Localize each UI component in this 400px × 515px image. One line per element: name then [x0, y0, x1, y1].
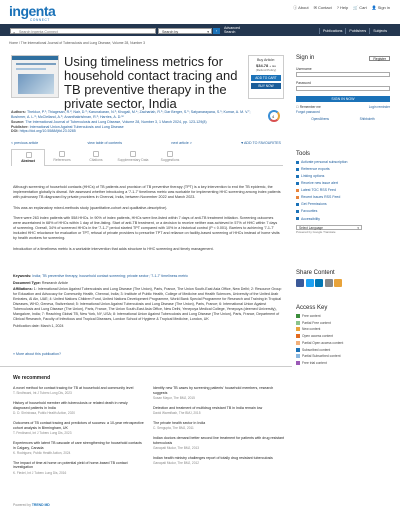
tools-title: Tools — [296, 151, 311, 157]
buy-label: Buy Article: — [257, 58, 275, 62]
access-key-item — [296, 334, 390, 338]
language-select[interactable] — [296, 225, 362, 230]
access-key-item — [296, 327, 390, 331]
tab-suggestions[interactable] — [153, 149, 187, 166]
login-reminder-link[interactable]: Login reminder — [368, 105, 390, 109]
pubdate-label: Publication date: — [13, 323, 41, 328]
rss-icon — [296, 189, 299, 192]
tool-reference-exports[interactable] — [296, 167, 390, 171]
chevron-down-icon: ▾ — [207, 29, 209, 34]
tab-references[interactable] — [45, 149, 79, 166]
recommend-item-source: Ganapati Mudur, The BMJ, 2012 — [153, 461, 200, 466]
tools-panel — [296, 151, 390, 235]
abstract-paragraph: Although screening of household contacts (HHCs) of TB patients and provision of TB preventive therapy (TPT) is a key intervention to end the TB epidemic, the implementation globally is dismal. We assessed whether introducing a '7-1-7' timeliness metric was workable for implementing HHC screening among index patients with pulmonary TB diagnosed by private providers in Chennai, India, between November 2022 and March 2023. — [13, 185, 281, 200]
about-label: About — [298, 5, 309, 10]
main-nav — [319, 28, 390, 34]
share-more-icon[interactable] — [334, 279, 342, 287]
access-key-label: Partial Subscribed content — [302, 354, 341, 359]
tool-label: Recent Issues RSS Feed — [301, 195, 341, 200]
cover-picture — [18, 74, 54, 94]
recommend-item[interactable] — [153, 436, 285, 450]
trendmd-credit[interactable] — [13, 503, 50, 507]
breadcrumb[interactable]: Home / The International Journal of Tuberculosis and Lung Disease, Volume 28, Number 3 — [9, 41, 146, 45]
google-translate-credit: Powered by Google Translate — [296, 229, 336, 234]
email-share-icon[interactable] — [325, 279, 333, 287]
cover-line — [16, 63, 56, 65]
help-icon: ? — [336, 5, 339, 10]
article-metadata — [11, 110, 265, 134]
linkedin-icon[interactable] — [315, 279, 323, 287]
lightbulb-icon — [167, 151, 173, 157]
favourites-label: ADD TO FAVOURITES — [244, 141, 281, 145]
recommend-item-source: T. Ferdinand, Int J Tuberc Lung Dis, 2023 — [13, 430, 72, 435]
recommend-item-title: Outcomes of TB contact tracing and predictors of success: a 10-year retrospective cohort analysis in Birmingham, UK — [13, 421, 144, 430]
remember-label: Remember me — [299, 105, 321, 109]
recommend-item-title: Indian doctors demand better second line treatment for patients with drug resistant tuberculosis — [153, 436, 285, 445]
tool-get-permissions[interactable] — [296, 202, 390, 206]
next-article-link[interactable]: next article > — [171, 141, 192, 145]
signin-link[interactable] — [372, 5, 390, 10]
tool-label: Favourites — [301, 209, 318, 214]
list-icon — [59, 151, 65, 157]
tool-label: Receive new issue alert — [301, 181, 338, 186]
refund-policy-link[interactable]: (Refund Policy) — [255, 68, 277, 73]
language-label: Select Language — [299, 225, 323, 230]
recommend-item[interactable] — [13, 461, 145, 475]
free-content-icon — [296, 314, 300, 318]
register-button[interactable]: Register — [369, 56, 390, 61]
partial-subscribed-icon — [296, 354, 300, 358]
recommend-item-title: A novel method for contact tracing for TB at household and community level — [13, 386, 134, 390]
open-access-icon — [296, 334, 300, 338]
altmetric-score: 4 — [272, 113, 275, 119]
publisher-label: Publisher: — [11, 124, 30, 129]
signin-button[interactable]: SIGN IN NOW — [296, 96, 390, 102]
tab-abstract[interactable] — [11, 149, 45, 166]
chevron-down-icon: ▾ — [357, 225, 359, 230]
tool-accessibility[interactable] — [296, 217, 390, 221]
toc-link[interactable]: view table of contents — [87, 141, 123, 145]
source-label: Source: — [11, 119, 26, 124]
search-by-select[interactable] — [158, 28, 212, 34]
recommend-column-left — [13, 386, 145, 481]
signin-panel — [296, 55, 390, 121]
tool-latest-toc-rss[interactable] — [296, 188, 390, 192]
recommend-column-right — [153, 386, 285, 481]
tool-linking-options[interactable] — [296, 174, 390, 178]
access-key-label: Subscribed content — [302, 347, 331, 352]
price-tax: + tax — [269, 64, 276, 69]
buy-article-box — [248, 55, 284, 99]
new-content-icon — [296, 327, 300, 331]
info-icon: ⓘ — [293, 5, 298, 10]
cart-label: Cart — [359, 5, 367, 10]
mail-icon: ✉ — [313, 5, 317, 10]
search-input[interactable] — [10, 28, 156, 34]
recommend-item-source: Susan Mayor, The BMJ, 2015 — [153, 395, 195, 400]
ingenta-logo[interactable] — [9, 3, 69, 21]
keywords-links[interactable]: India; TB preventive therapy; household contact screening; private sector; '7-1-7' timeliness metric — [32, 274, 189, 278]
access-key-item — [296, 321, 390, 325]
recommend-item[interactable] — [13, 441, 145, 455]
recommend-item-source: C. Sengupta, The BMJ, 2011 — [153, 426, 194, 431]
trendmd-logo: TREND MD — [31, 503, 50, 507]
nav-publishers[interactable]: Publishers — [345, 28, 369, 34]
search-by-label: Search by — [162, 29, 179, 34]
altmetric-badge[interactable] — [268, 110, 280, 122]
export-icon — [296, 168, 299, 171]
recommend-item[interactable] — [13, 401, 145, 415]
twitter-icon[interactable] — [306, 279, 314, 287]
recommend-item-source: David Warmflash, The BMJ, 2015 — [153, 411, 201, 416]
access-key-label: Partial Open access content — [302, 340, 344, 345]
tab-label: Abstract — [21, 159, 35, 163]
tool-label: Linking options — [301, 174, 325, 179]
tool-label: Get Permissions — [301, 202, 327, 207]
access-key-item — [296, 314, 390, 318]
tab-label: Supplementary Data — [117, 158, 149, 162]
access-key-item — [296, 354, 390, 358]
cart-icon: 🛒 — [353, 5, 359, 10]
search-icon: ⌕ — [13, 29, 16, 35]
buy-now-button[interactable]: BUY NOW — [251, 83, 281, 89]
nav-subjects[interactable]: Subjects — [369, 28, 390, 34]
recommend-item-title: The private health sector in India — [153, 421, 206, 426]
article-navigation — [11, 141, 281, 145]
more-about-publication-link[interactable]: » More about this publication? — [13, 352, 61, 356]
about-link[interactable] — [293, 5, 308, 10]
accessibility-icon — [296, 217, 299, 220]
affiliations-label: Affiliations: — [13, 287, 34, 292]
article-tabs — [11, 149, 283, 166]
access-key-label: Open access content — [302, 334, 333, 339]
link-icon — [296, 175, 299, 178]
contact-label: Contact — [317, 5, 332, 10]
recommend-item-source: K. Fiedel, Int J Tuberc Lung Dis, 2016 — [13, 470, 67, 475]
recommend-item[interactable] — [153, 456, 285, 465]
cover-line — [16, 68, 46, 70]
recommend-item-source: Ganapati Mudur, The BMJ, 2013 — [153, 446, 200, 451]
partial-open-access-icon — [296, 341, 300, 345]
password-label: Password — [296, 80, 311, 85]
recommend-item-title: Identify new TB cases by screening patients' household members, research suggests — [153, 386, 274, 395]
permissions-icon — [296, 203, 299, 206]
journal-cover-image[interactable] — [11, 55, 59, 98]
help-label: Help — [340, 5, 349, 10]
tool-favourites[interactable] — [296, 209, 390, 213]
help-link[interactable] — [337, 5, 348, 10]
access-key-item — [296, 348, 390, 352]
share-title: Share Content — [296, 270, 335, 276]
recommend-item-title: Detection and treatment of multidrug resistant TB in India remain low — [153, 405, 263, 410]
access-key-label: Free content — [302, 314, 321, 318]
abstract-paragraph: There were 263 index patients with 558 HHCs. In 90% of index patients, HHCs were line-listed within 7 days of anti-TB treatment initiation. Screening outcomes were ascertained in 68% of HHCs within 1 day of line-listing. Start of anti-TB treatment, or a decision to receive neither was achieved in 57% of HHC within 7 days of screening. Overall, 34% of screened HHCs in the '7-1-7' period started TPT compared with 10% in a historical control (P < 0.001). Barriers to achieving '7-1-7' included HHC reluctance for evaluation or TPT, refusal of private providers to prescribe TPT and reliance on facility-based screening of HHCs instead of home visits by health workers for screening. — [13, 215, 280, 241]
document-icon — [26, 152, 32, 158]
authors-list[interactable]: Thekkur, P.¹; Thiagesan, R.²; Nair, D.³; Karunakaran, N.²; Khogali, M.⁴; Zachariah, R.⁵; Dar Berger, S.⁶; Satyanarayana, S.¹; Kumar, A. M. V.⁷; Boshmer, A. L.⁸; McClelland, A.⁹; Ananthakrishnan, R.²; Harries, A. D.¹⁰ — [11, 110, 251, 119]
forgot-password-link[interactable]: Forgot password — [296, 110, 320, 114]
access-key-label: Partial Free content — [302, 320, 331, 325]
contact-link[interactable] — [314, 5, 332, 10]
data-icon — [130, 151, 136, 157]
divider — [0, 366, 292, 367]
advanced-search-link[interactable]: Advanced Search — [224, 26, 240, 34]
keywords-label: Keywords: — [13, 274, 33, 278]
access-key-title: Access Key — [296, 305, 328, 311]
openathens-link[interactable]: OpenAthens — [311, 117, 330, 121]
add-to-cart-button[interactable]: ADD TO CART — [251, 75, 281, 81]
logo-word: ingenta — [9, 3, 56, 19]
tab-citations[interactable] — [79, 149, 113, 166]
authors-label: Authors: — [11, 110, 27, 114]
publisher-link[interactable]: International Union Against Tuberculosis and Lung Disease — [29, 124, 124, 129]
recommend-item[interactable] — [153, 386, 285, 400]
star-icon — [296, 210, 299, 213]
add-to-favourites-link[interactable] — [241, 141, 281, 145]
share-panel — [296, 270, 390, 287]
shibboleth-link[interactable]: Shibboleth — [359, 117, 375, 121]
previous-article-link[interactable]: < previous article — [11, 141, 39, 145]
abstract-paragraph: This was an explanatory mixed-methods study (quantitative-cohort and qualitative-descriptive). — [13, 205, 168, 210]
signin-title: Sign in — [296, 55, 315, 61]
password-field[interactable] — [296, 86, 390, 91]
top-bar — [0, 0, 400, 24]
powered-by-label: Powered by — [13, 503, 31, 507]
access-key-item — [296, 341, 390, 345]
doi-link[interactable]: https://doi.org/10.5588/ijtld.23.0285 — [19, 129, 76, 134]
tool-label: Activate personal subscription — [301, 160, 348, 164]
tool-label: Latest TOC RSS Feed — [301, 188, 336, 193]
recommend-item-title: The impact of time at home on potential yield of home-based TB contact investigation — [13, 460, 128, 470]
user-icon: 👤 — [371, 5, 377, 10]
access-key-label: New content — [302, 327, 321, 332]
recommendations — [13, 375, 285, 481]
recommend-item-title: History of household member with tuberculosis or related death in newly diagnosed patients in India — [13, 401, 128, 410]
quote-icon — [93, 151, 99, 157]
recommend-item-title: Experiences with latent TB cascade of care strengthening for household contacts in Calgary, Canada — [13, 440, 142, 450]
doi-label: DOI: — [11, 129, 20, 134]
tool-issue-alert[interactable] — [296, 181, 390, 185]
recommend-item[interactable] — [153, 421, 285, 430]
tool-activate-subscription[interactable] — [296, 160, 390, 164]
access-key-item — [296, 361, 390, 365]
tab-supplementary-data[interactable] — [113, 149, 153, 166]
facebook-icon[interactable] — [296, 279, 304, 287]
access-key-panel — [296, 305, 390, 368]
tool-label: Accessibility — [301, 216, 321, 221]
recommend-item-source: D. D. Shrinivasa, Public Health Action, 2020 — [13, 411, 76, 416]
recommend-item[interactable] — [153, 406, 285, 415]
tab-label: Suggestions — [160, 158, 180, 162]
key-icon — [296, 161, 299, 164]
tool-recent-issues-rss[interactable] — [296, 195, 390, 199]
abstract-text — [13, 185, 281, 257]
cart-link[interactable] — [353, 5, 367, 10]
affiliations-value: 1: International Union Against Tuberculosis and Lung Disease (The Union), Paris, France, The Union South-East Asia Office, New Delhi; 2: Resource Group for Education and Advocacy for Community Health, Chennai, India; 3: Institute of Public Health, College of Medicine and Health Sciences, University of the United Arab Emirates, Al Ain, UAE; 4: United Nations Children Fund, United Nations Development Programme, World Bank Special Programme for Research and Training in Tropical Diseases, WHO, Geneva, Switzerland; 5: International Union Against Tuberculosis and Lung Disease (The Union), Paris, France; 6: International Union Against Tuberculosis and Lung Disease (The Union), Paris, France, The Union South-East Asia Office, New Delhi, Yenepoya Medical College, Yenepoya (deemed University), Mangalore, India; 7: Reaching Global TB, New York, NY, USA; 8: International Union Against Tuberculosis and Lung Disease (The Union), Paris, France, Department of Clinical Research, Faculty of Infectious and Tropical Diseases, London School of Hygiene & Tropical Medicine, London, UK — [13, 287, 282, 322]
recommend-item-source: K. Rodriguez, Public Health Action, 2024 — [13, 450, 71, 455]
recommend-item[interactable] — [13, 421, 145, 435]
partial-free-content-icon — [296, 321, 300, 325]
subscribed-content-icon — [296, 348, 300, 352]
bell-icon — [296, 182, 299, 185]
tab-label: References — [53, 158, 71, 162]
free-trial-icon — [296, 361, 300, 365]
username-label: Username — [296, 66, 312, 71]
remember-me-checkbox[interactable]: ☐ Remember me — [296, 105, 321, 109]
doctype-value: Research Article — [41, 280, 69, 285]
rss-icon — [296, 196, 299, 199]
recommend-item-source: T. Sindhwani, Int J Tuberc Lung Dis, 2023 — [13, 391, 72, 396]
search-go-button[interactable]: › — [213, 28, 220, 34]
source-link[interactable]: The International Journal of Tuberculosis and Lung Disease, Volume 28, Number 3, 1 March 2024, pp. 123-129(8) — [25, 119, 207, 124]
publication-details — [13, 274, 283, 330]
username-field[interactable] — [296, 72, 390, 77]
recommend-item[interactable] — [13, 386, 145, 395]
nav-publications[interactable]: Publications — [319, 28, 345, 34]
recommend-item-title: Indian health ministry challenges report of totally drug resistant tuberculosis — [153, 456, 273, 461]
search-placeholder: Search Ingenta Connect — [19, 29, 58, 34]
heart-icon: ♥ — [241, 141, 244, 145]
tab-label: Citations — [89, 158, 103, 162]
doctype-label: Document Type: — [13, 280, 42, 285]
recommend-title: We recommend — [13, 375, 51, 381]
abstract-paragraph: Introduction of a timeliness metric is a workable intervention that adds structure to HHC screening and timely management. — [13, 246, 214, 251]
cover-band — [12, 56, 58, 60]
top-links — [293, 5, 390, 10]
price-value: $34.78 — [256, 63, 269, 69]
pubdate-value: March 1, 2024 — [40, 323, 64, 328]
signin-label: Sign in — [377, 5, 390, 10]
access-key-label: Free trial content — [302, 360, 327, 365]
article-title: Using timeliness metrics for household contact tracing and TB preventive therapy in the private sector, India — [64, 54, 238, 111]
logo-sub: CONNECT — [30, 18, 50, 22]
tool-label: Reference exports — [301, 167, 330, 172]
